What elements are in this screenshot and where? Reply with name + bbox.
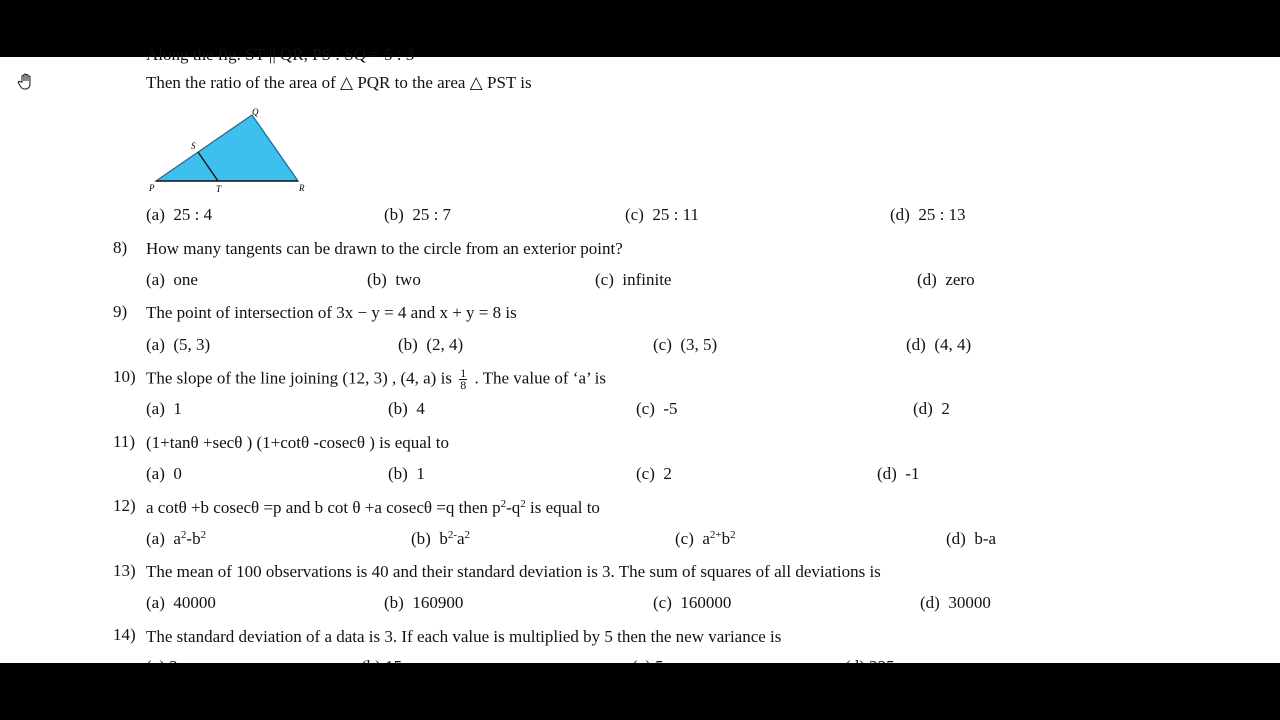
q12-option-c: (c) $a^{2+}b^2$ [675,529,736,548]
q14-number: 14) [113,625,136,644]
triangle-pqr-figure [146,107,312,197]
q9-option-b: (b) (2, 4) [398,335,464,354]
q7-option-a: (a) 25 : 4 [146,205,213,224]
label-r: R [299,183,305,193]
q13-number: 13) [113,561,136,580]
q10-stem: The slope of the line joining (12, 3) , (4, a) is $\frac{1}{8}$ . The value of ‘a’ is [146,366,606,392]
q9-option-c: (c) (3, 5) [653,335,718,354]
label-q: Q [252,107,259,117]
q11-option-d: (d) -1 [877,464,920,483]
q7-stem: Then the ratio of the area of △ PQR to the area △ PST is [146,73,532,92]
q10-option-c: (c) -5 [636,399,678,418]
q11-number: 11) [113,432,136,451]
q8-option-a: (a) one [146,270,198,289]
q13-stem: The mean of 100 observations is 40 and their standard deviation is 3. The sum of squares of all deviations is [146,562,881,581]
q10-option-a: (a) 1 [146,399,182,418]
q11-option-b: (b) 1 [388,464,425,483]
q8-option-c: (c) infinite [595,270,672,289]
bottom-letterbox [0,663,1280,720]
q11-stem: (1+tanθ +secθ ) (1+cotθ -cosecθ ) is equal to [146,433,450,452]
q12-option-b: (b) $b^{2-}a^2$ [411,529,471,548]
q9-option-d: (d) (4, 4) [906,335,972,354]
label-t: T [216,184,222,194]
q12-option-d: (d) b-a [946,529,997,548]
q13-option-a: (a) 40000 [146,593,216,612]
label-p: P [149,183,155,193]
q11-option-c: (c) 2 [636,464,672,483]
cut-off-line: Along the fig. ST || QR, PS : SQ = 5 : 3 [146,45,415,64]
q7-option-b: (b) 25 : 7 [384,205,452,224]
document-page [0,45,1280,663]
q13-option-d: (d) 30000 [920,593,991,612]
q8-option-d: (d) zero [917,270,975,289]
q14-stem: The standard deviation of a data is 3. If each value is multiplied by 5 then the new variance is [146,627,782,646]
q7-option-d: (d) 25 : 13 [890,205,966,224]
q8-number: 8) [113,238,128,257]
q7-option-c: (c) 25 : 11 [625,205,699,224]
q11-option-a: (a) 0 [146,464,182,483]
q8-stem: How many tangents can be drawn to the circle from an exterior point? [146,239,623,258]
q13-option-c: (c) 160000 [653,593,732,612]
label-s: S [191,141,196,151]
q10-number: 10) [113,367,136,386]
q9-stem: The point of intersection of 3x − y = 4 and x + y = 8 is [146,303,517,322]
q10-option-d: (d) 2 [913,399,950,418]
q13-option-b: (b) 160900 [384,593,464,612]
q8-option-b: (b) two [367,270,421,289]
q12-option-a: (a) $a^2-b^2$ [146,529,207,548]
q12-number: 12) [113,496,136,515]
hand-cursor-icon [16,72,36,92]
fraction-one-eighth: $\frac{1}{8}$ [460,366,467,392]
q9-number: 9) [113,302,128,321]
q10-option-b: (b) 4 [388,399,425,418]
q12-stem: a cotθ +b cosecθ =p and b cot θ +a cosecθ =q then $p^2-q^2$ is equal to [146,498,600,517]
q9-option-a: (a) (5, 3) [146,335,211,354]
